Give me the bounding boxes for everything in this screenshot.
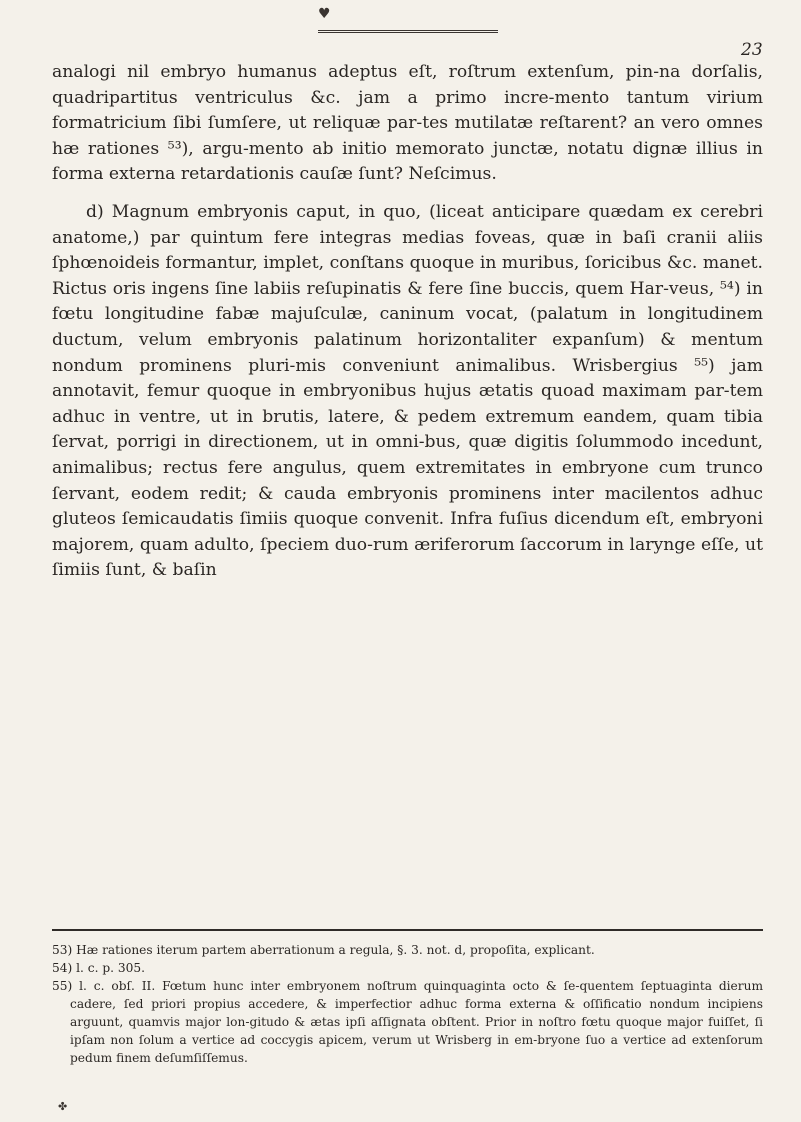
main-text [52, 60, 763, 584]
footnote-55: 55) l. c. obſ. II. Fœtum hunc inter embryonem noſtrum quinquaginta octo & ſe-quentem ſeptuaginta dierum cadere, ſed priori propius accedere, & imperfectior adhuc forma externa & oſſificatio nondum incipiens arguunt, quamvis major lon-gitudo & ætas ipſi aſſignata obſtent. Prior in noſtro fœtu quoque major fuiſſet, ſi ipſam non ſolum a vertice ad coccygis apicem, verum ut Wrisberg in em-bryone ſuo a vertice ad extenſorum pedum finem deſumſiſſemus. [52, 979, 763, 1065]
page-number: 23 [741, 40, 763, 60]
paragraph-continuation: analogi nil embryo humanus adeptus eſt, roſtrum extenſum, pin-na dorſalis, quadripartitus ventriculus &c. jam a primo incre-mento tantum virium formatricium ſibi ſumſere, ut reliquæ par-tes mutilatæ reſtarent? an vero omnes hæ rationes ⁵³), argu-mento ab initio memorato junctæ, notatu dignæ illius in forma externa retardationis cauſæ ſunt? Neſcimus. [52, 62, 763, 185]
footnote-54: 54) l. c. p. 305. [52, 961, 146, 975]
footnotes [52, 941, 763, 1067]
paragraph-d: d) Magnum embryonis caput, in quo, (liceat anticipare quædam ex cerebri anatome,) par quintum fere integras medias foveas, quæ in baſi cranii aliis ſphœnoideis formantur, implet, conſtans quoque in muribus, ſoricibus &c. manet. Rictus oris ingens ſine labiis reſupinatis & fere ſine buccis, quem Har-veus, ⁵⁴) in fœtu longitudine fabæ majuſculæ, caninum vocat, (palatum in longitudinem ductum, velum embryonis palatinum horizontaliter expanſum) & mentum nondum prominens pluri-mis conveniunt animalibus. Wrisbergius ⁵⁵) jam annotavit, femur quoque in embryonibus hujus ætatis quoad maximam par-tem adhuc in ventre, ut in brutis, latere, & pedem extremum eandem, quam tibia ſervat, porrigi in directionem, ut in omni-bus, quæ digitis ſolummodo incedunt, animalibus; rectus fere angulus, quem extremitates in embryone cum trunco ſervant, eodem redit; & cauda embryonis prominens inter macilentos adhuc gluteos ſemicaudatis ſimiis quoque convenit. Infra fuſius dicendum eſt, embryoni majorem, quam adulto, ſpeciem duo-rum æriferorum ſaccorum in larynge eſſe, ut ſimiis ſunt, & baſin [52, 201, 763, 581]
footnote-53: 53) Hæ rationes iterum partem aberrationum a regula, §. 3. not. d, propoſita, explicant. [52, 943, 595, 957]
header-rule [318, 30, 498, 33]
footnote-rule [52, 929, 763, 931]
ink-mark-bottom: ✤ [58, 1100, 68, 1113]
ink-mark: ♥ [318, 6, 331, 22]
